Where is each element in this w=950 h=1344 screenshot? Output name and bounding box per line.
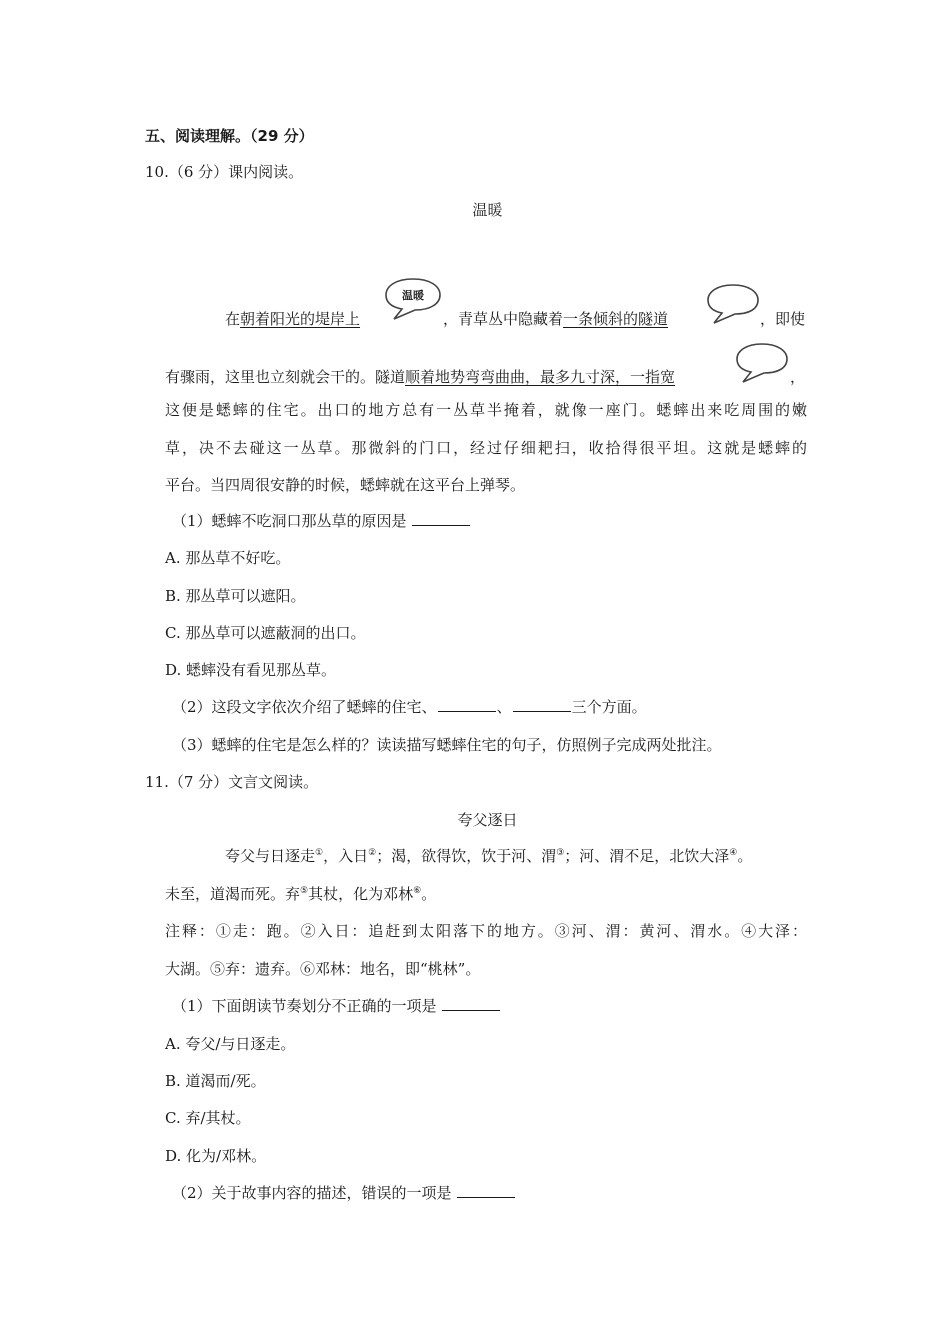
q11-sub1-stem: （1）下面朗读节奏划分不正确的一项是 <box>172 996 501 1016</box>
q11-sub2-stem: （2）关于故事内容的描述，错误的一项是 <box>172 1183 516 1203</box>
q10-sub3: （3）蟋蟀的住宅是怎么样的？读读描写蟋蟀住宅的句子，仿照例子完成两处批注。 <box>172 736 722 754</box>
answer-blank-q11-1[interactable] <box>442 996 500 1011</box>
q10-sub1-option-a[interactable]: A. 那丛草不好吃。 <box>165 549 291 567</box>
q10-sub1-option-d[interactable]: D. 蟋蟀没有看见那丛草。 <box>165 661 337 679</box>
passage-title-warmth: 温暖 <box>472 201 503 219</box>
annotation-bubble-blank-2[interactable] <box>733 340 791 388</box>
underlined-phrase-embankment: 朝着阳光的堤岸上 <box>240 310 361 328</box>
q10-sub2: （2）这段文字依次介绍了蟋蟀的住宅、 、 三个方面。 <box>172 698 647 716</box>
q10-sub1-option-b[interactable]: B. 那丛草可以遮阳。 <box>165 587 306 605</box>
passage-line-1b: ，青草丛中隐藏着一条倾斜的隧道 <box>443 310 669 328</box>
annotation-notes-line-2: 大湖。⑤弃：遗弃。⑥邓林：地名，即“桃林”。 <box>165 960 481 978</box>
passage-line-4: 草，决不去碰这一丛草。那微斜的门口，经过仔细耙扫，收拾得很平坦。这就是蟋蟀的 <box>165 439 807 457</box>
answer-blank-q10-2b[interactable] <box>513 697 571 712</box>
passage-line-3: 这便是蟋蟀的住宅。出口的地方总有一丛草半掩着，就像一座门。蟋蟀出来吃周围的嫩 <box>165 401 807 419</box>
question-11-title: 11.（7 分）文言文阅读。 <box>145 773 319 791</box>
q11-sub1-option-b[interactable]: B. 道渴而/死。 <box>165 1072 266 1090</box>
section-heading: 五、阅读理解。（29 分） <box>145 127 314 145</box>
q11-sub1-option-c[interactable]: C. 弃/其杖。 <box>165 1109 251 1127</box>
question-10-title: 10.（6 分）课内阅读。 <box>145 163 304 181</box>
passage-title-kuafu: 夸父逐日 <box>457 811 518 829</box>
underlined-phrase-winding: 顺着地势弯弯曲曲，最多九寸深，一指宽 <box>405 368 676 386</box>
annotation-notes-line-1: 注释：①走：跑。②入日：追赶到太阳落下的地方。③河、渭：黄河、渭水。④大泽： <box>165 922 807 940</box>
classical-line-1: 夸父与日逐走①，入日②；渴，欲得饮，饮于河、渭③；河、渭不足，北饮大泽④。 <box>225 847 753 865</box>
answer-blank-q10-2a[interactable] <box>438 697 496 712</box>
passage-line-5: 平台。当四周很安静的时候，蟋蟀就在这平台上弹琴。 <box>165 476 526 494</box>
q11-sub1-option-a[interactable]: A. 夸父/与日逐走。 <box>165 1035 296 1053</box>
annotation-bubble-blank-1[interactable] <box>704 281 762 329</box>
q10-sub1-stem: （1）蟋蟀不吃洞口那丛草的原因是 <box>172 511 471 531</box>
q11-sub1-option-d[interactable]: D. 化为/邓林。 <box>165 1147 267 1165</box>
underlined-phrase-tunnel: 一条倾斜的隧道 <box>563 310 669 328</box>
passage-line-2-end: ， <box>790 368 806 386</box>
classical-line-2: 未至，道渴而死。弃⑤其杖，化为邓林⑥。 <box>165 885 437 903</box>
q10-sub1-option-c[interactable]: C. 那丛草可以遮蔽洞的出口。 <box>165 624 366 642</box>
passage-line-1a: 在朝着阳光的堤岸上 <box>225 310 361 328</box>
bubble-label: 温暖 <box>402 289 424 302</box>
passage-line-1c: ，即使 <box>760 310 806 328</box>
annotation-bubble-example <box>382 275 444 325</box>
passage-line-2: 有骤雨，这里也立刻就会干的。隧道顺着地势弯弯曲曲，最多九寸深，一指宽 <box>165 368 676 386</box>
answer-blank-q11-2[interactable] <box>457 1183 515 1198</box>
answer-blank-q10-1[interactable] <box>412 511 470 526</box>
